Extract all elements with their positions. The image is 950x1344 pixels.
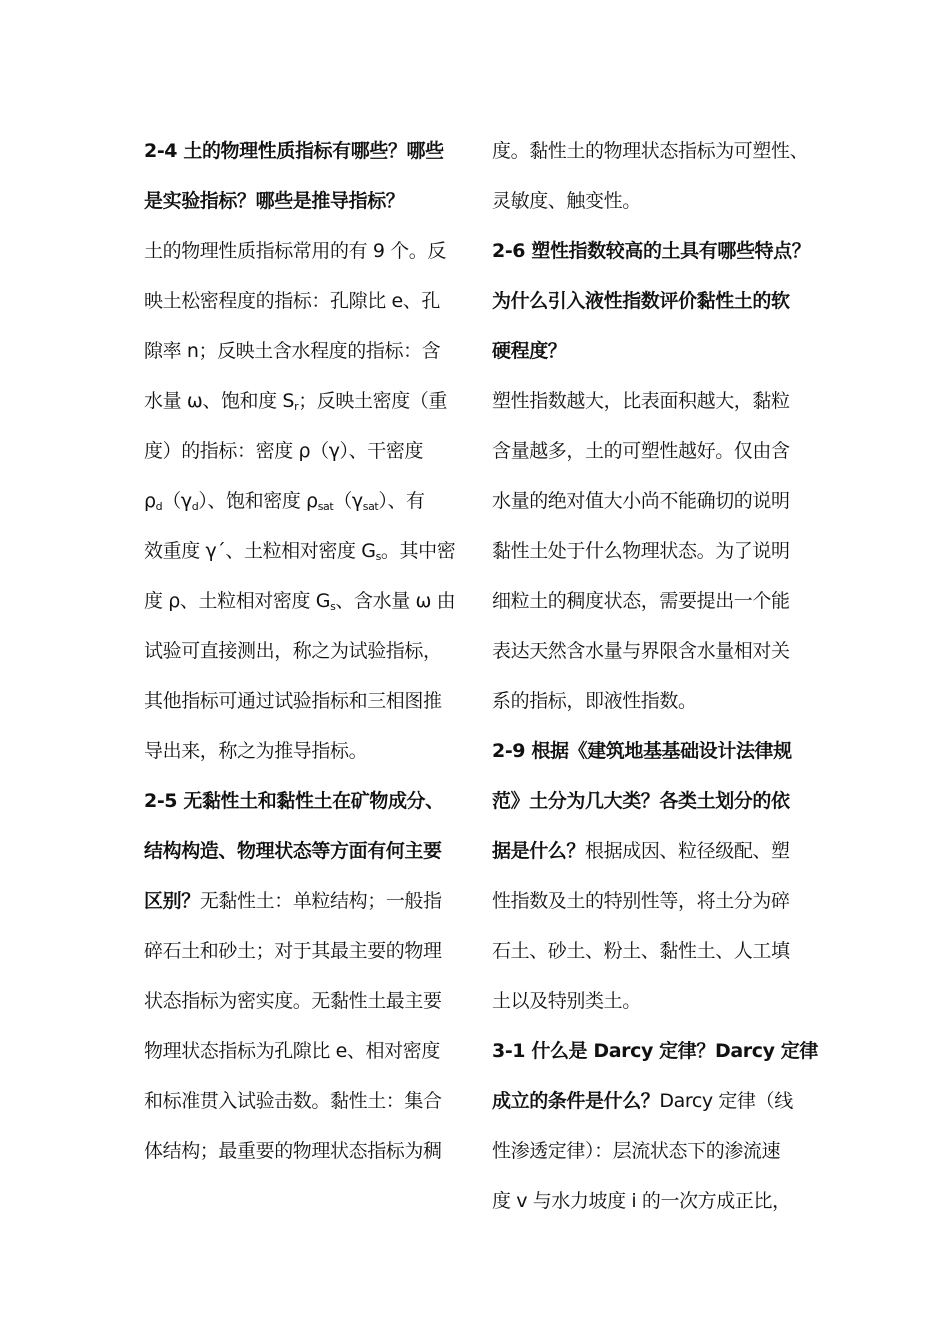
answer-2-9-line: 性指数及土的特别性等，将土分为碎 bbox=[492, 890, 790, 912]
answer-2-9-line: 石土、砂土、粉土、黏性土、人工填 bbox=[492, 940, 790, 962]
question-2-9-title-line: 范》土分为几大类？各类土划分的依 bbox=[492, 790, 790, 812]
answer-2-4-line: 水量 ω、饱和度 $S_r$；反映土密度（重 bbox=[144, 390, 447, 413]
question-2-9-title-end: 据是什么？ bbox=[492, 840, 586, 862]
answer-2-5-line: 和标准贯入试验击数。黏性土：集合 bbox=[144, 1090, 442, 1112]
answer-3-1-line: 性渗透定律）：层流状态下的渗流速 bbox=[492, 1140, 781, 1162]
answer-2-4-line: $\rho_d(\gamma_d)$、饱和密度 $\rho_{sat}(\gamma_{sat})$、有 bbox=[144, 490, 425, 513]
answer-2-4-line: 其他指标可通过试验指标和三相图推 bbox=[144, 690, 442, 712]
answer-2-5-continued-line: 灵敏度、触变性。 bbox=[492, 190, 641, 212]
answer-2-5-line: 物理状态指标为孔隙比 e、相对密度 bbox=[144, 1040, 440, 1062]
answer-2-6-line: 含量越多，土的可塑性越好。仅由含 bbox=[492, 440, 790, 462]
answer-2-6-line: 表达天然含水量与界限含水量相对关 bbox=[492, 640, 790, 662]
question-2-5-title-end: 区别？ bbox=[144, 890, 200, 912]
question-2-5-mixed-line bbox=[144, 876, 462, 926]
answer-3-1-start: Darcy 定律（线 bbox=[659, 1090, 793, 1112]
answer-2-4-line: 隙率 n；反映土含水程度的指标：含 bbox=[144, 340, 441, 362]
answer-2-6-line: 黏性土处于什么物理状态。为了说明 bbox=[492, 540, 790, 562]
right-column bbox=[492, 126, 819, 1226]
answer-2-4-line: 试验可直接测出，称之为试验指标， bbox=[144, 640, 442, 662]
answer-2-5-line: 状态指标为密实度。无黏性土最主要 bbox=[144, 990, 442, 1012]
answer-2-6-line: 水量的绝对值大小尚不能确切的说明 bbox=[492, 490, 790, 512]
answer-2-9-line: 土以及特别类土。 bbox=[492, 990, 641, 1012]
question-2-4-title-line: 2-4 土的物理性质指标有哪些？哪些 bbox=[144, 140, 444, 162]
question-3-1-title-end: 成立的条件是什么？ bbox=[492, 1090, 660, 1112]
question-2-6-title-line: 硬程度？ bbox=[492, 340, 567, 362]
answer-2-4-line: 土的物理性质指标常用的有 9 个。反 bbox=[144, 240, 446, 262]
question-2-5-title-line: 结构构造、物理状态等方面有何主要 bbox=[144, 840, 442, 862]
answer-3-1-line: 度 v 与水力坡度 i 的一次方成正比， bbox=[492, 1190, 791, 1212]
answer-2-4-line: 度 ρ、土粒相对密度 $G_s$、含水量 ω 由 bbox=[144, 590, 456, 613]
question-2-6-title-line: 2-6 塑性指数较高的土具有哪些特点？ bbox=[492, 240, 811, 262]
question-2-6-title-line: 为什么引入液性指数评价黏性土的软 bbox=[492, 290, 790, 312]
answer-2-4-line: 效重度 γ´、土粒相对密度 $G_s$。其中密 bbox=[144, 540, 456, 563]
question-2-4-title-line: 是实验指标？哪些是推导指标？ bbox=[144, 190, 405, 212]
answer-2-5-line: 碎石土和砂土；对于其最主要的物理 bbox=[144, 940, 442, 962]
question-2-5-title-line: 2-5 无黏性土和黏性土在矿物成分、 bbox=[144, 790, 444, 812]
answer-2-4-line: 映土松密程度的指标：孔隙比 e、孔 bbox=[144, 290, 440, 312]
question-3-1-mixed-line bbox=[492, 1076, 812, 1126]
answer-2-6-line: 系的指标，即液性指数。 bbox=[492, 690, 697, 712]
answer-2-5-start: 无黏性土：单粒结构；一般指 bbox=[199, 890, 442, 912]
answer-2-6-line: 细粒土的稠度状态，需要提出一个能 bbox=[492, 590, 790, 612]
left-column bbox=[144, 126, 462, 1176]
answer-2-6-line: 塑性指数越大，比表面积越大，黏粒 bbox=[492, 390, 790, 412]
answer-2-4-line: 度）的指标：密度 ρ（γ）、干密度 bbox=[144, 440, 424, 462]
question-2-9-title-line: 2-9 根据《建筑地基基础设计法律规 bbox=[492, 740, 792, 762]
question-2-9-mixed-line bbox=[492, 826, 812, 876]
answer-2-5-line: 体结构；最重要的物理状态指标为稠 bbox=[144, 1140, 442, 1162]
answer-2-5-continued-line: 度。黏性土的物理状态指标为可塑性、 bbox=[492, 140, 809, 162]
question-3-1-title-line: 3-1 什么是 Darcy 定律？Darcy 定律 bbox=[492, 1040, 819, 1062]
answer-2-9-start: 根据成因、粒径级配、塑 bbox=[585, 840, 790, 862]
answer-2-4-line: 导出来，称之为推导指标。 bbox=[144, 740, 368, 762]
